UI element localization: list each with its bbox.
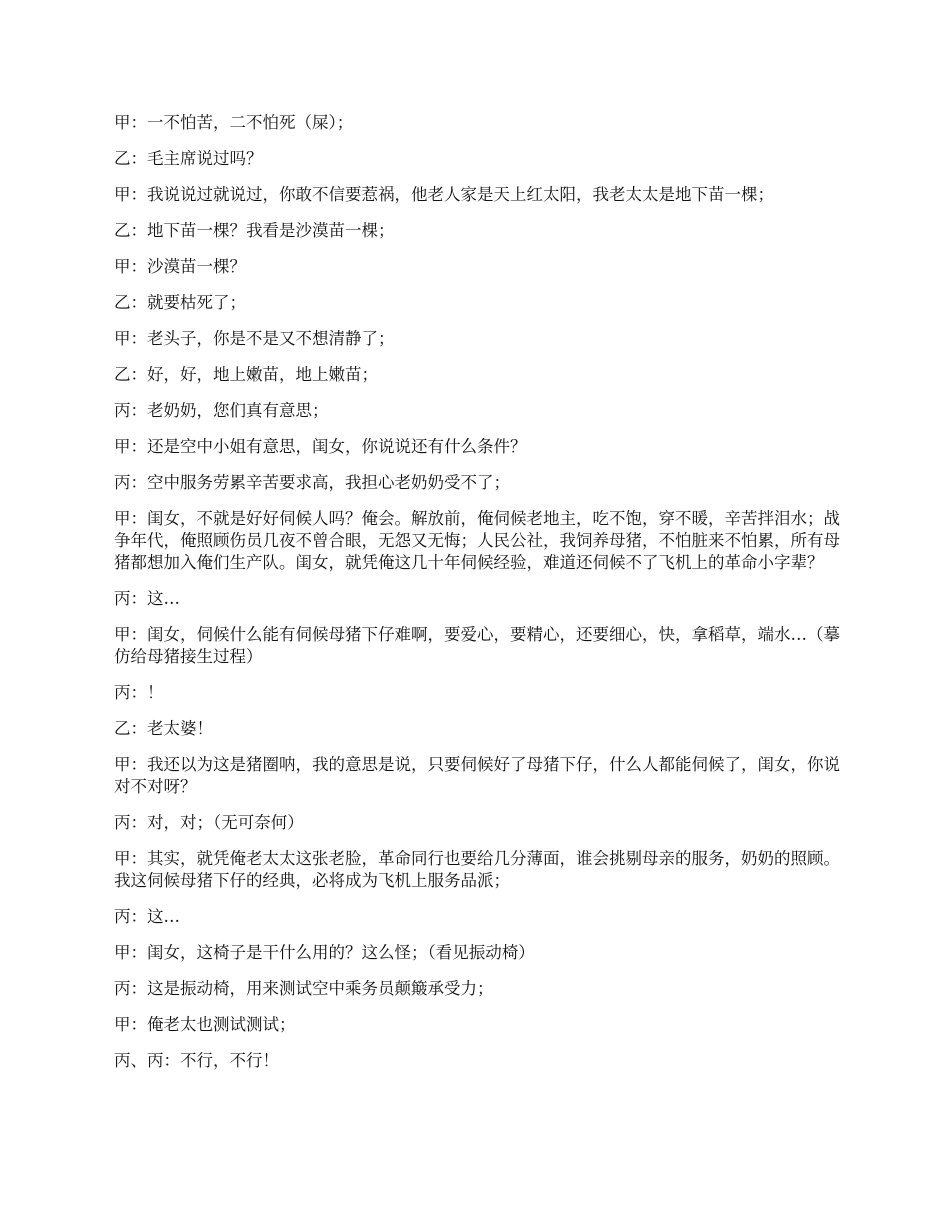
dialogue-line: 乙：好，好，地上嫩苗，地上嫩苗； [114, 365, 378, 384]
dialogue-line: 甲：闺女，伺候什么能有伺候母猪下仔难啊，要爱心，要精心，还要细心，快，拿稻草，端水…（摹仿给母猪接生过程） [114, 625, 840, 666]
dialogue-line: 丙：这是振动椅，用来测试空中乘务员颠簸承受力； [114, 979, 494, 998]
dialogue-line: 甲：一不怕苦，二不怕死（屎）； [114, 113, 354, 132]
dialogue-line: 乙：老太婆！ [114, 719, 213, 738]
dialogue-line: 丙：这… [114, 589, 180, 608]
dialogue-line: 甲：闺女，这椅子是干什么用的？这么怪；（看见振动椅） [114, 943, 535, 962]
dialogue-line: 甲：俺老太也测试测试； [114, 1015, 296, 1034]
dialogue-line: 丙：这… [114, 907, 180, 926]
dialogue-line: 甲：我说说过就说过，你敢不信要惹祸，他老人家是天上红太阳，我老太太是地下苗一棵； [114, 185, 774, 204]
dialogue-line: 丙：空中服务劳累辛苦要求高，我担心老奶奶受不了； [114, 473, 510, 492]
dialogue-line: 乙：地下苗一棵？我看是沙漠苗一棵； [114, 221, 395, 240]
dialogue-line: 丙、丙：不行，不行！ [114, 1051, 279, 1070]
document-body [114, 112, 840, 1086]
dialogue-line: 乙：毛主席说过吗？ [114, 149, 263, 168]
dialogue-line: 丙：老奶奶，您们真有意思； [114, 401, 329, 420]
dialogue-line: 甲：老头子，你是不是又不想清静了； [114, 329, 395, 348]
dialogue-line: 甲：其实，就凭俺老太太这张老脸，革命同行也要给几分薄面，谁会挑剔母亲的服务，奶奶的照顾。我这伺候母猪下仔的经典，必将成为飞机上服务品派； [114, 849, 840, 890]
dialogue-line: 丙：！ [114, 683, 164, 702]
dialogue-line: 乙：就要枯死了； [114, 293, 246, 312]
dialogue-line: 甲：沙漠苗一棵？ [114, 257, 246, 276]
dialogue-line: 甲：还是空中小姐有意思，闺女，你说说还有什么条件？ [114, 437, 527, 456]
dialogue-line: 甲：闺女，不就是好好伺候人吗？俺会。解放前，俺伺候老地主，吃不饱，穿不暖，辛苦拌泪水；战争年代，俺照顾伤员几夜不曾合眼，无怨又无悔；人民公社，我饲养母猪，不怕脏来不怕累，所有母猪都想加入俺们生产队。闺女，就凭俺这几十年伺候经验，难道还伺候不了飞机上的革命小字辈？ [114, 509, 840, 572]
dialogue-line: 丙：对，对；（无可奈何） [114, 813, 304, 832]
dialogue-line: 甲：我还以为这是猪圈呐，我的意思是说，只要伺候好了母猪下仔，什么人都能伺候了，闺女，你说对不对呀？ [114, 755, 840, 796]
